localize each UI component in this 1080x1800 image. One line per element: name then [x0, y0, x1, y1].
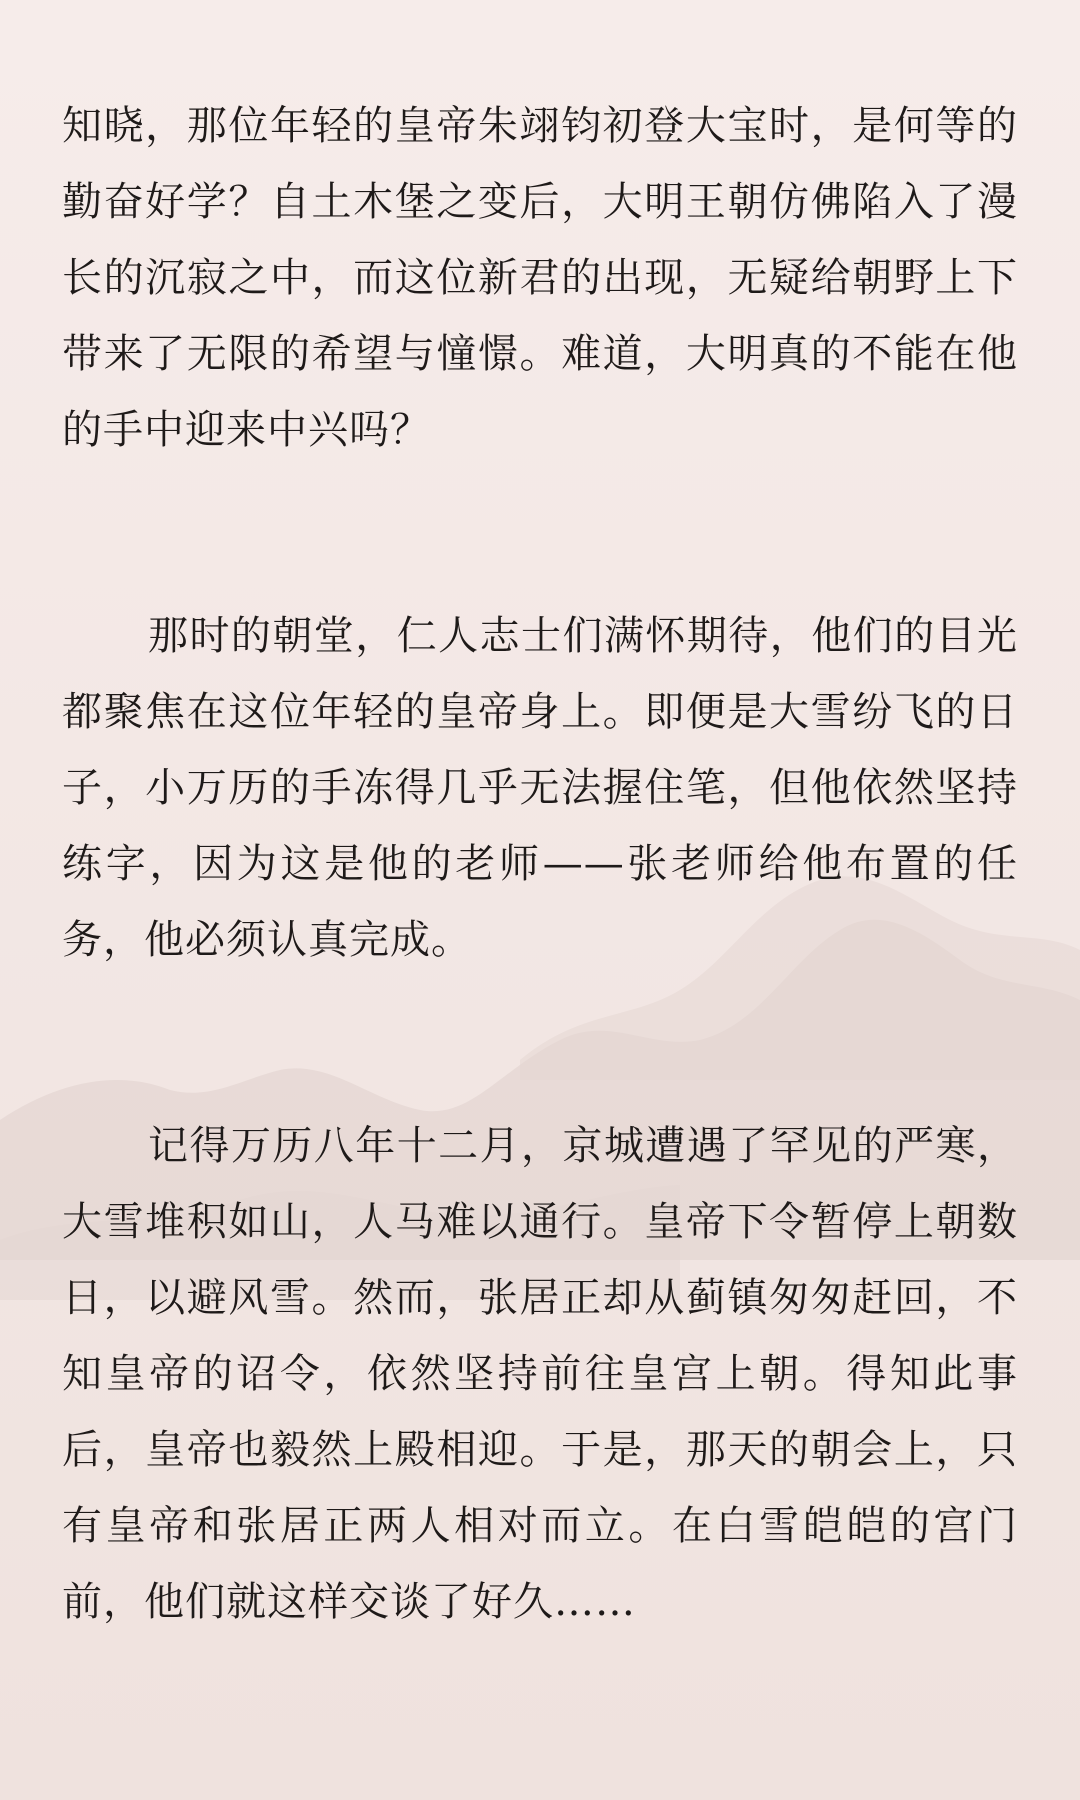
paragraph-1: 知晓，那位年轻的皇帝朱翊钧初登大宝时，是何等的勤奋好学？自土木堡之变后，大明王朝仿佛陷入了漫长的沉寂之中，而这位新君的出现，无疑给朝野上下带来了无限的希望与憧憬。难道，大明真的不能在他的手中迎来中兴吗？: [62, 103, 1018, 453]
paragraph-3: 记得万历八年十二月，京城遭遇了罕见的严寒，大雪堆积如山，人马难以通行。皇帝下令暂停上朝数日，以避风雪。然而，张居正却从蓟镇匆匆赶回，不知皇帝的诏令，依然坚持前往皇宫上朝。得知此事后，皇帝也毅然上殿相迎。于是，那天的朝会上，只有皇帝和张居正两人相对而立。在白雪皑皑的宫门前，他们就这样交谈了好久……: [62, 1123, 1018, 1625]
article: [62, 88, 1018, 1640]
paragraph-2: 那时的朝堂，仁人志士们满怀期待，他们的目光都聚焦在这位年轻的皇帝身上。即便是大雪纷飞的日子，小万历的手冻得几乎无法握住笔，但他依然坚持练字，因为这是他的老师——张老师给他布置的任务，他必须认真完成。: [62, 613, 1018, 963]
